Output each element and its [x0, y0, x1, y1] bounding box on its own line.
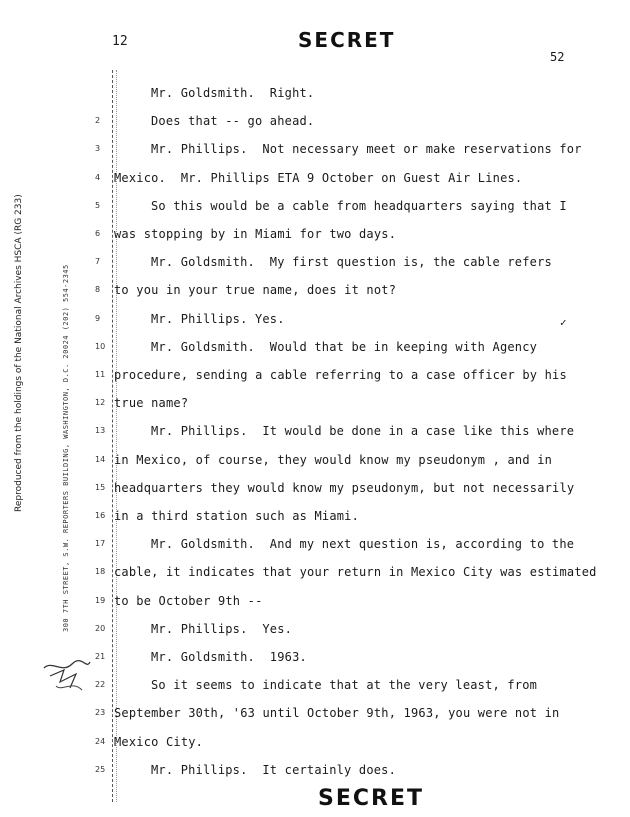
archive-reproduction-note: Reproduced from the holdings of the National Archives HSCA (RG 233): [14, 194, 24, 512]
line-number: 8: [95, 285, 101, 295]
line-number: 10: [95, 341, 106, 351]
transcript-line: to you in your true name, does it not?: [114, 283, 397, 298]
line-number: 19: [95, 595, 106, 605]
transcript-line: Mexico City.: [114, 734, 204, 749]
line-number: 7: [95, 257, 101, 267]
line-number: 23: [95, 708, 106, 718]
transcript-line: Mr. Phillips. Yes.: [151, 621, 293, 636]
line-number: 14: [95, 454, 106, 464]
reporter-address: 300 7TH STREET, S.W. REPORTERS BUILDING, WASHINGTON, D.C. 20024 (202) 554-2345: [62, 264, 70, 632]
transcript-line: in Mexico, of course, they would know my pseudonym , and in: [114, 452, 553, 467]
transcript-line: Does that -- go ahead.: [151, 114, 315, 129]
line-number: 21: [95, 652, 106, 661]
transcript-line: So it seems to indicate that at the very least, from: [151, 678, 538, 693]
line-number: 5: [95, 200, 101, 210]
line-number: 17: [95, 539, 106, 549]
transcript-line: cable, it indicates that your return in Mexico City was estimated: [114, 565, 597, 580]
transcript-line: true name?: [114, 396, 189, 411]
line-number: 9: [95, 313, 101, 323]
line-number: 11: [95, 370, 106, 379]
transcript-line: headquarters they would know my pseudonym, but not necessarily: [114, 480, 575, 495]
line-number: 22: [95, 680, 106, 690]
transcript-line: Mr. Goldsmith. Right.: [151, 86, 315, 100]
transcript-line: to be October 9th --: [114, 593, 263, 608]
line-number: 2: [95, 116, 101, 126]
transcript-line: procedure, sending a cable referring to a case officer by his: [114, 368, 567, 382]
margin-rule: [112, 70, 113, 802]
line-number: 20: [95, 623, 106, 633]
line-number: 15: [95, 482, 106, 492]
transcript-line: September 30th, '63 until October 9th, 1963, you were not in: [114, 706, 560, 721]
line-number: 3: [95, 144, 101, 154]
transcript-line: was stopping by in Miami for two days.: [114, 227, 397, 241]
transcript-line: Mr. Goldsmith. Would that be in keeping with Agency: [151, 339, 538, 354]
line-number: 12: [95, 398, 106, 408]
line-number: 25: [95, 764, 106, 774]
transcript-line: Mr. Phillips. It would be done in a case like this where: [151, 424, 575, 439]
line-number: 16: [95, 511, 106, 520]
secret-stamp-bottom: SECRET: [318, 786, 424, 811]
check-mark-icon: ✓: [560, 316, 567, 329]
line-number: 18: [95, 567, 106, 577]
transcript-line: So this would be a cable from headquarters saying that I: [151, 198, 567, 213]
transcript-line: Mr. Phillips. It certainly does.: [151, 762, 397, 777]
handwritten-mark-icon: [42, 656, 92, 696]
page-number-left: 12: [112, 34, 128, 49]
page-number-right: 52: [550, 50, 565, 64]
secret-stamp-top: SECRET: [298, 28, 396, 52]
line-number: 13: [95, 426, 106, 436]
transcript-line: Mr. Goldsmith. 1963.: [151, 650, 307, 664]
transcript-line: Mr. Goldsmith. My first question is, the cable refers: [151, 255, 552, 270]
transcript-line: Mexico. Mr. Phillips ETA 9 October on Guest Air Lines.: [114, 170, 523, 185]
line-number: 6: [95, 229, 101, 238]
line-number: 4: [95, 172, 101, 182]
transcript-line: Mr. Phillips. Yes.: [151, 311, 285, 326]
transcript-line: Mr. Phillips. Not necessary meet or make reservations for: [151, 142, 582, 157]
transcript-line: Mr. Goldsmith. And my next question is, according to the: [151, 537, 575, 552]
line-number: 24: [95, 736, 106, 746]
transcript-line: in a third station such as Miami.: [114, 509, 360, 523]
